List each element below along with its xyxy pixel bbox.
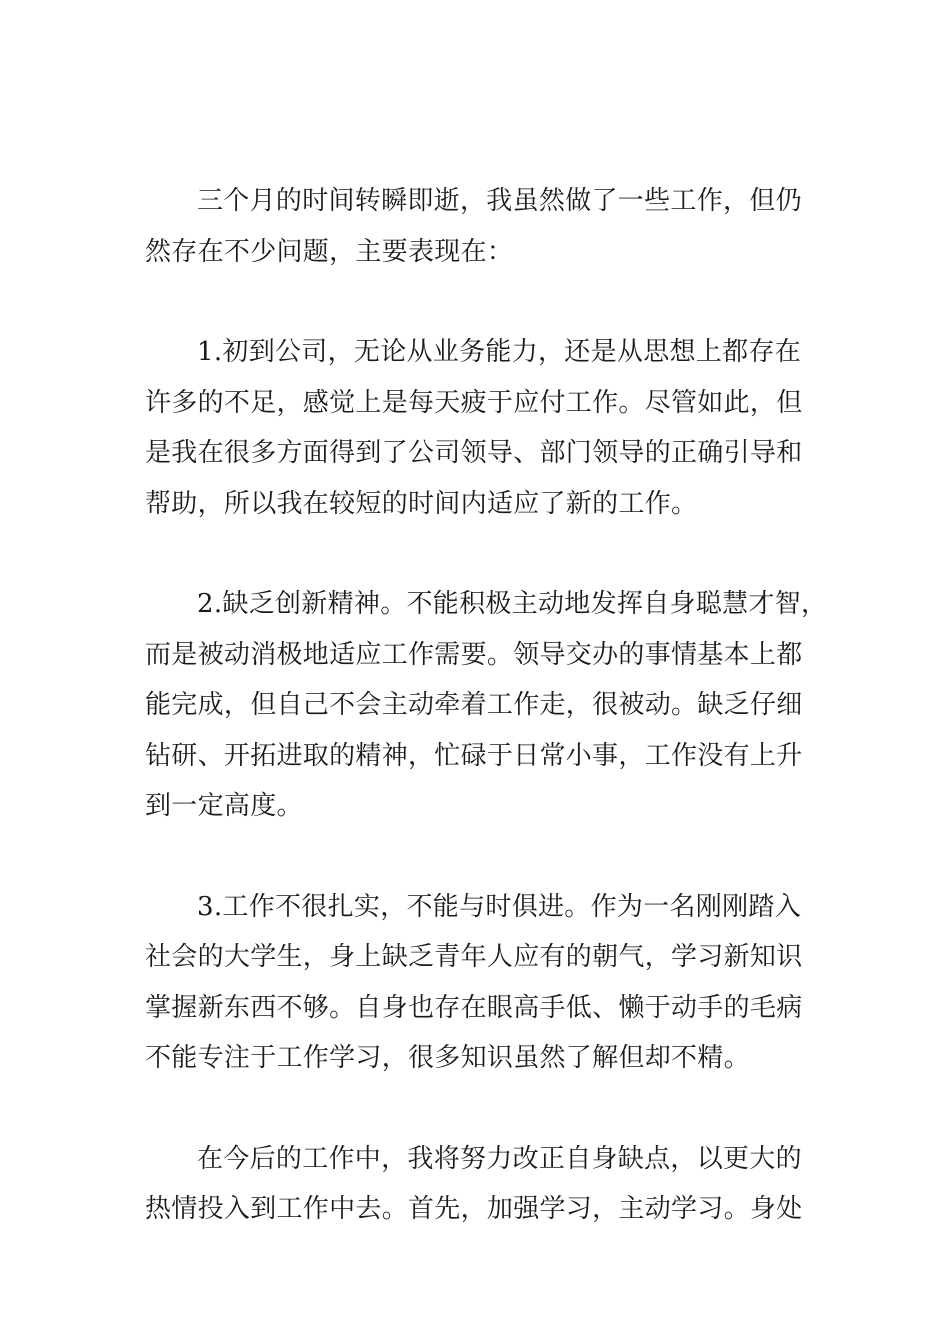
text-line: 是我在很多方面得到了公司领导、部门领导的正确引导和 [145, 438, 803, 468]
document-body [145, 176, 828, 1285]
text-line: 掌握新东西不够。自身也存在眼高手低、懒于动手的毛病 [145, 992, 803, 1023]
text-line: 然存在不少问题，主要表现在： [145, 236, 514, 267]
text-line: 许多的不足，感觉上是每天疲于应付工作。尽管如此，但 [145, 387, 803, 418]
text-line: 在今后的工作中，我将努力改正自身缺点，以更大的 [197, 1143, 802, 1174]
text-line: 三个月的时间转瞬即逝，我虽然做了一些工作，但仍 [197, 186, 802, 216]
text-line: 不能专注于工作学习，很多知识虽然了解但却不精。 [145, 1043, 750, 1073]
text-line: 而是被动消极地适应工作需要。领导交办的事情基本上都 [145, 639, 803, 670]
text-line: 钻研、开拓进取的精神，忙碌于日常小事，工作没有上升 [145, 740, 803, 771]
paragraph-point-2 [145, 579, 828, 832]
text-line: 2.缺乏创新精神。不能积极主动地发挥自身聪慧才智， [197, 589, 828, 619]
text-line: 1.初到公司，无论从业务能力，还是从思想上都存在 [197, 337, 802, 367]
text-line: 能完成，但自己不会主动牵着工作走，很被动。缺乏仔细 [145, 690, 803, 720]
text-line: 3.工作不很扎实，不能与时俱进。作为一名刚刚踏入 [197, 891, 802, 922]
paragraph-intro [145, 176, 813, 277]
text-line: 帮助，所以我在较短的时间内适应了新的工作。 [145, 488, 698, 519]
paragraph-point-1 [145, 327, 813, 529]
paragraph-point-3 [145, 882, 813, 1084]
text-line: 热情投入到工作中去。首先，加强学习，主动学习。身处 [145, 1194, 803, 1224]
paragraph-outlook [145, 1134, 813, 1235]
text-line: 到一定高度。 [145, 791, 303, 821]
text-line: 社会的大学生，身上缺乏青年人应有的朝气，学习新知识 [145, 942, 803, 972]
